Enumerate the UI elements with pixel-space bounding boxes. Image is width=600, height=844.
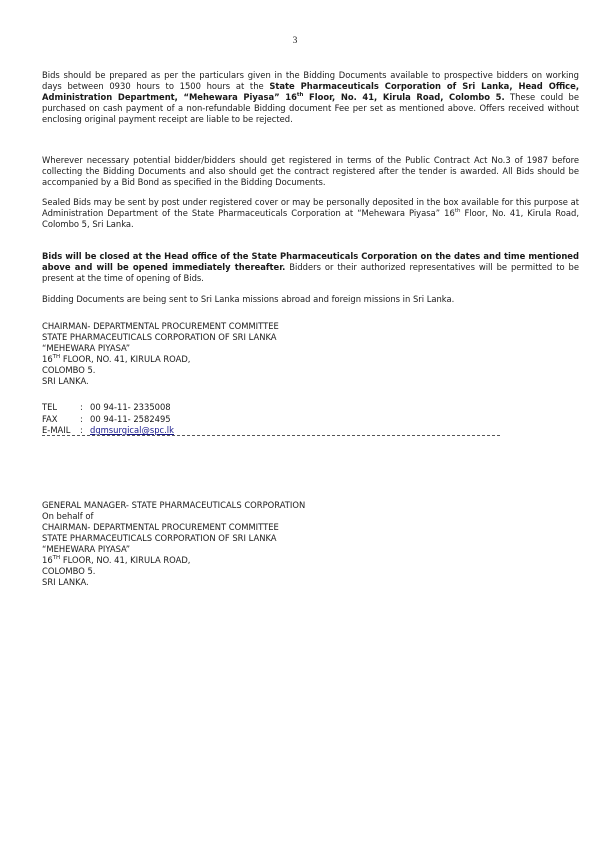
address2-line8: SRI LANKA. (42, 577, 89, 587)
tel-value: 00 94-11- 2335008 (90, 402, 171, 412)
address1-line1: CHAIRMAN- DEPARTMENTAL PROCUREMENT COMMITTEE (42, 321, 279, 331)
para4-text: Bidders or their authorized representatives will be permitted to be present at the time of opening of Bids. (42, 262, 579, 283)
paragraph-sealed-bids (42, 197, 579, 230)
address2-line4: STATE PHARMACEUTICALS CORPORATION OF SRI LANKA (42, 533, 277, 543)
para1-superscript: th (296, 92, 304, 98)
paragraph-registration (42, 155, 579, 188)
email-colon: : (80, 425, 83, 435)
tel-label: TEL (42, 402, 58, 412)
para2-text: Wherever necessary potential bidder/bidders should get registered in terms of the Public Contract Act No.3 of 1987 before collecting the Bidding Documents and also should get the contract registered after the tender is awarded. All Bids should be accompanied by a Bid Bond as specified in the Bidding Documents. (42, 155, 579, 187)
address2-line2: On behalf of (42, 511, 94, 521)
address1-line5: COLOMBO 5. (42, 365, 96, 375)
para1-bold-a-text: State Pharmaceuticals Corporation of Sri Lanka, Head Office, Administration Department, “Mehewara Piyasa” 16 (42, 81, 579, 102)
page-number: 3 (292, 36, 298, 46)
address2-line1: GENERAL MANAGER- STATE PHARMACEUTICALS CORPORATION (42, 500, 306, 510)
para1-bold-b-text: Floor, No. 41, Kirula Road, Colombo 5. (303, 92, 505, 102)
address1-line2: STATE PHARMACEUTICALS CORPORATION OF SRI LANKA (42, 332, 277, 342)
para4-bold: Bids will be closed at the Head office of the State Pharmaceuticals Corporation on the dates and time mentioned above and will be opened immediately thereafter. (42, 251, 579, 272)
para3-superscript: th (454, 208, 461, 214)
address-block-general-manager (42, 500, 305, 588)
email-label: E-MAIL (42, 425, 71, 435)
paragraph-missions (42, 294, 579, 305)
tel-colon: : (80, 402, 83, 412)
address1-line6: SRI LANKA. (42, 376, 89, 386)
address1-line3: “MEHEWARA PIYASA” (42, 343, 131, 353)
para3-text-a: Sealed Bids may be sent by post under registered cover or may be personally deposited in the box available for this purpose at Administration Department of the State Pharmaceuticals Corporation at “Mehewara Piyasa” 16 (42, 197, 579, 218)
email-link[interactable]: dgmsurgical@spc.lk (90, 425, 174, 435)
address2-floor-sup: TH (52, 555, 61, 561)
para1-text-b: These could be purchased on cash payment of a non-refundable Bidding document Fee per set as mentioned above. Offers received without enclosing original payment receipt are liable to be rejected. (42, 92, 579, 124)
address2-line5: “MEHEWARA PIYASA” (42, 544, 131, 554)
address1-floor-rest: FLOOR, NO. 41, KIRULA ROAD, (60, 354, 191, 364)
fax-row (42, 414, 174, 426)
address2-line3: CHAIRMAN- DEPARTMENTAL PROCUREMENT COMMITTEE (42, 522, 279, 532)
tel-row (42, 402, 174, 414)
address2-line7: COLOMBO 5. (42, 566, 96, 576)
address2-line6 (42, 555, 305, 566)
address1-floor-sup: TH (52, 354, 61, 360)
address1-line4 (42, 354, 279, 365)
address-block-chairman (42, 321, 279, 387)
para1-text-a: Bids should be prepared as per the particulars given in the Bidding Documents available to prospective bidders on working days between 0930 hours to 1500 hours at the (42, 70, 579, 91)
dashed-separator (42, 435, 500, 436)
contact-block (42, 402, 174, 437)
address2-floor-number: 16 (42, 555, 53, 565)
para3-text-b: Floor, No. 41, Kirula Road, Colombo 5, Sri Lanka. (42, 208, 579, 229)
fax-value: 00 94-11- 2582495 (90, 413, 171, 424)
paragraph-bid-closing (42, 251, 579, 284)
address2-floor-rest: FLOOR, NO. 41, KIRULA ROAD, (60, 555, 191, 565)
address1-floor-number: 16 (42, 354, 53, 364)
para5-text: Bidding Documents are being sent to Sri Lanka missions abroad and foreign missions in Sri Lanka. (42, 294, 455, 304)
paragraph-bid-preparation (42, 70, 579, 125)
fax-label: FAX (42, 413, 58, 424)
fax-colon: : (80, 413, 83, 424)
